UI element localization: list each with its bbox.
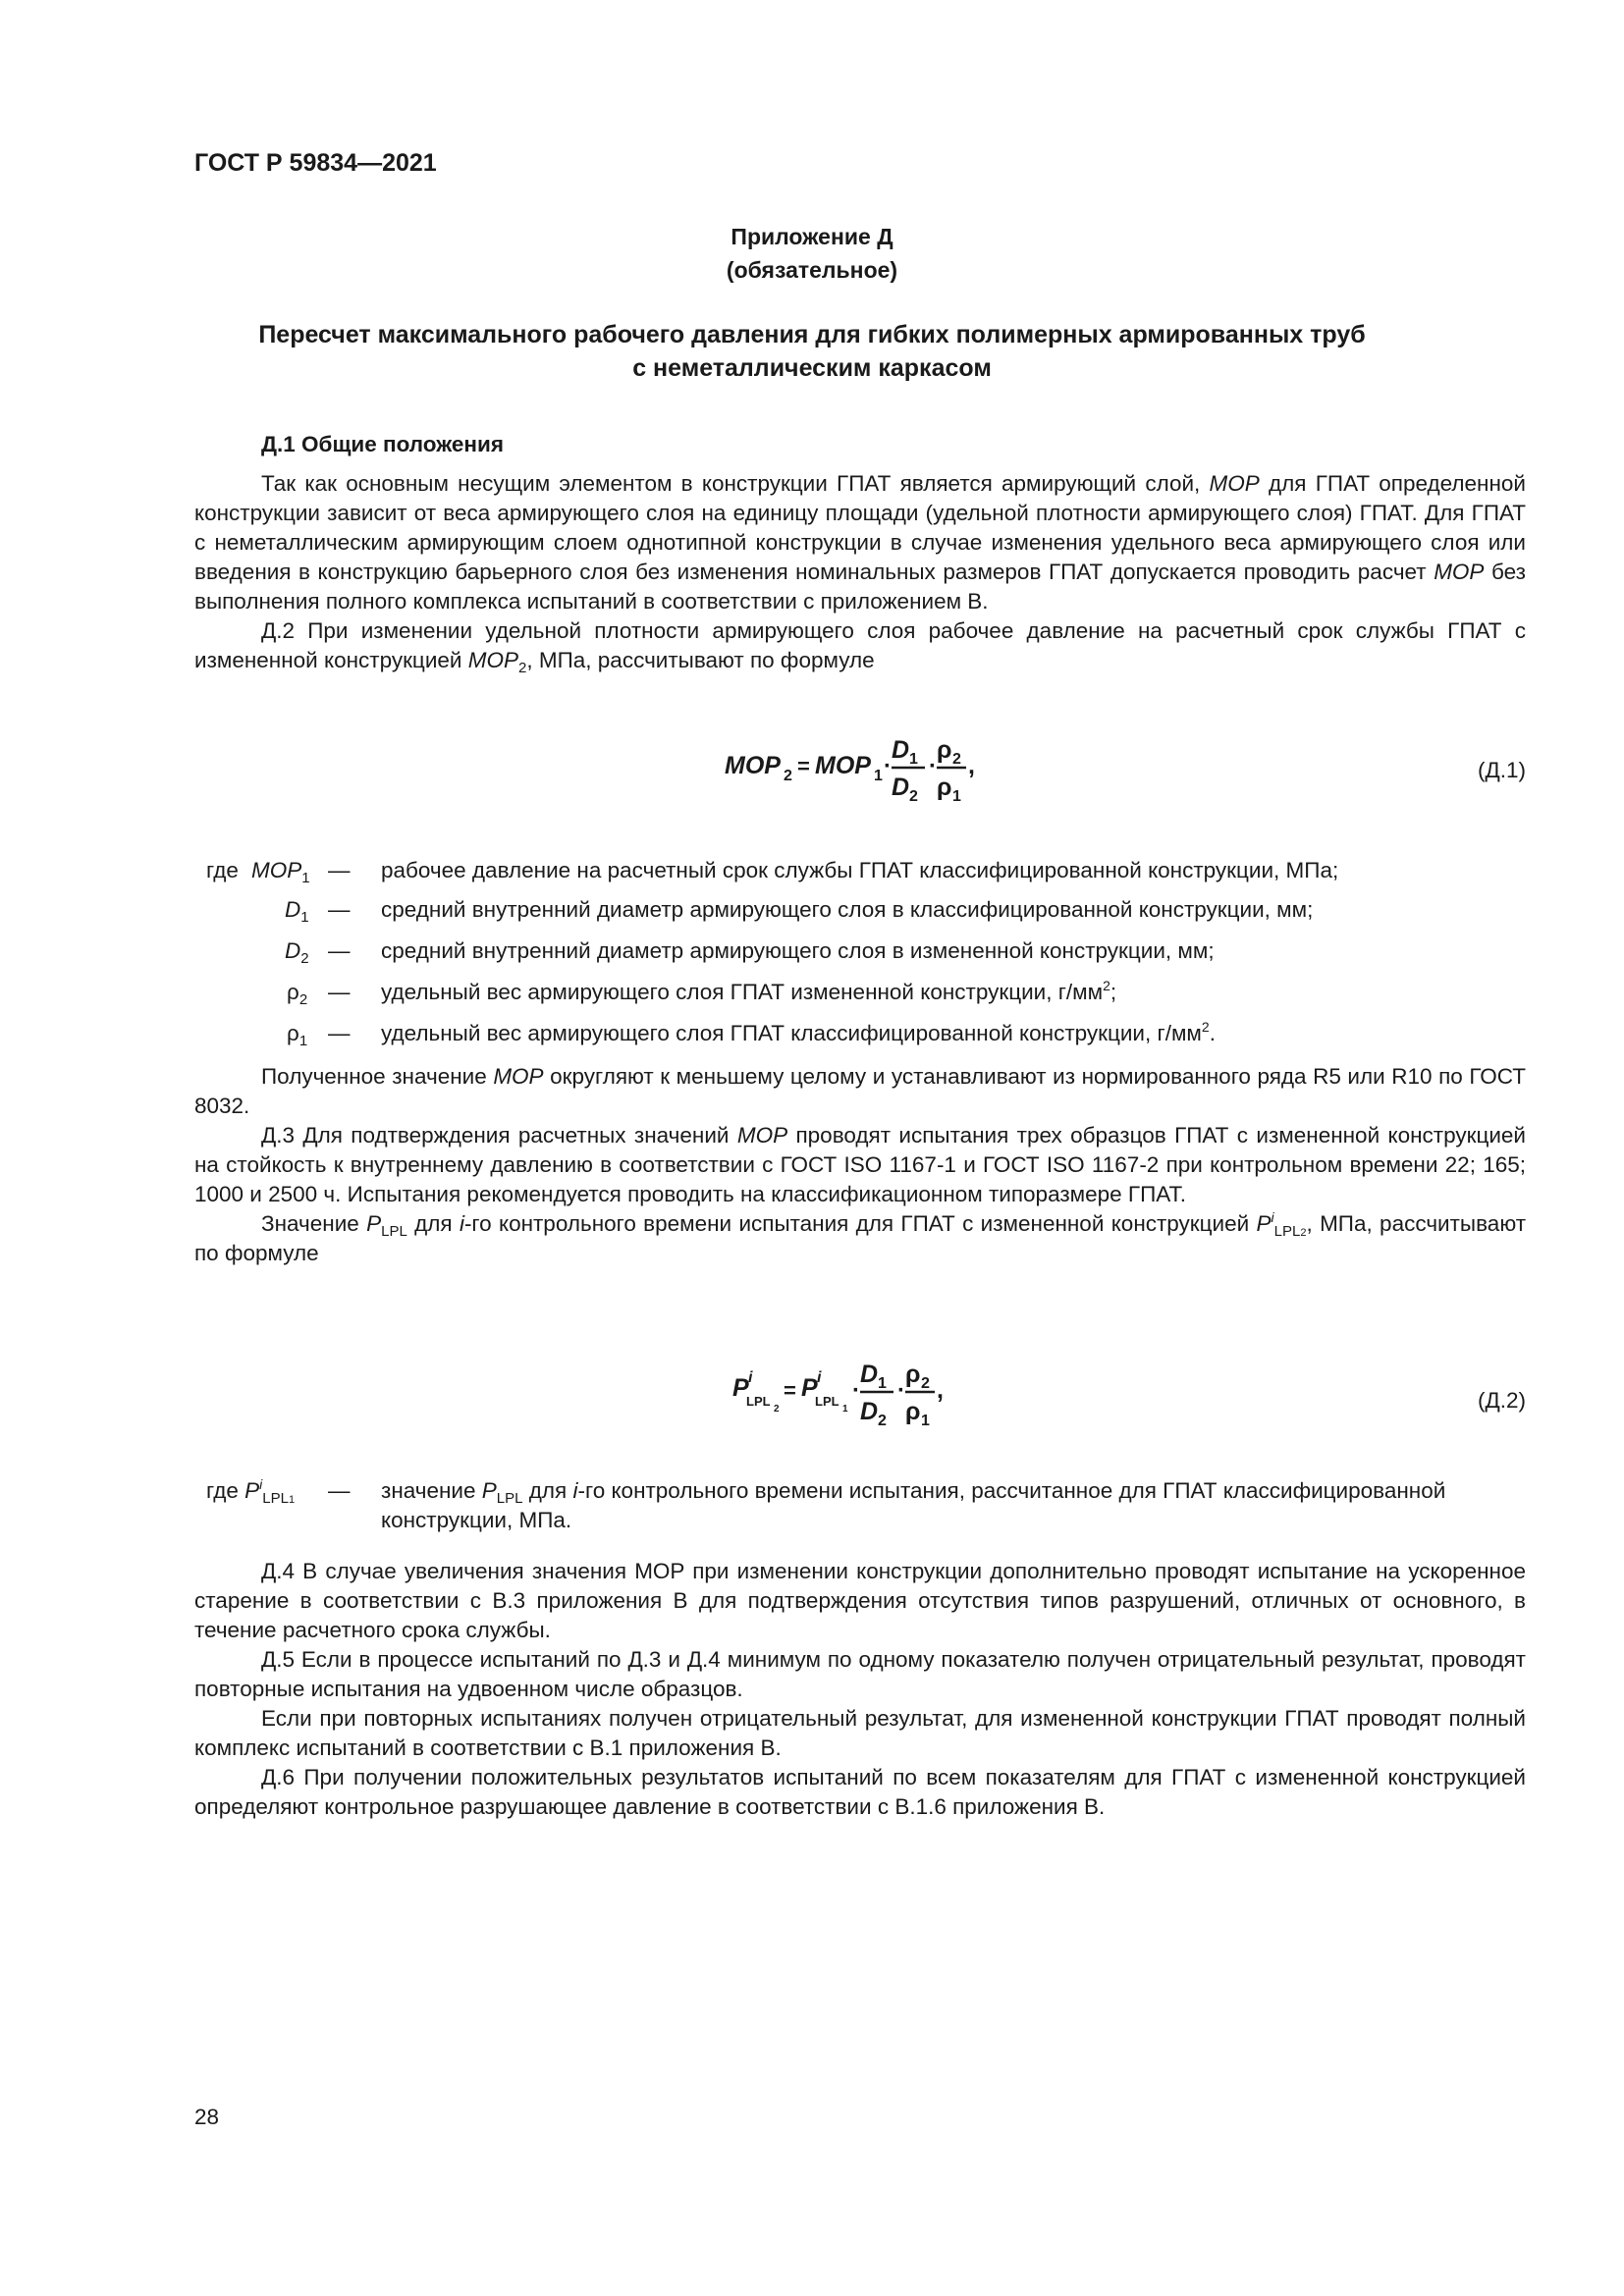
paragraph-d1: Так как основным несущим элементом в конструкции ГПАТ является армирующий слой, MOP для ГПАТ определенной конструкции зависит от веса армирующего слоя на единицу площади (удельной плотности армирующего слоя) ГПАТ. Для ГПАТ с неметаллическим армирующим слоем однотипной конструкции в случае изменения удельного веса армирующего слоя или введения в конструкцию барьерного слоя без изменения номинальных размеров ГПАТ допускается проводить расчет MOP без выполнения полного комплекса испытаний в соответствии с приложением В. — [194, 471, 1526, 614]
appendix-main-title — [196, 318, 1428, 385]
where-row: где $P^i_{LPL1}$ — [206, 1476, 296, 1507]
formula-d2-expression — [732, 1351, 1027, 1439]
paragraph-d3: Д.3 Для подтверждения расчетных значений MOP проводят испытания трех образцов ГПАТ с измененной конструкцией на стойкость к внутреннему давлению в соответствии с ГОСТ ISO 1167-1 и ГОСТ ISO 1167-2 при контрольном времени 22; 165; 1000 и 2500 ч. Испытания рекомендуется проводить на классификационном типоразмере ГПАТ. — [194, 1123, 1526, 1206]
where-row: $D_2$ — [285, 938, 309, 967]
svg-text:1: 1 — [952, 788, 961, 805]
svg-text:ρ: ρ — [905, 1398, 921, 1425]
formula-number-d2: (Д.2) — [1478, 1388, 1526, 1413]
formula-number-d1: (Д.1) — [1478, 758, 1526, 782]
svg-text:2: 2 — [878, 1413, 887, 1429]
svg-text:P: P — [732, 1374, 749, 1402]
where-row: где $MOP_1$ — [206, 858, 310, 886]
svg-text:D: D — [860, 1398, 879, 1425]
paragraph-d2: Д.2 При изменении удельной плотности армирующего слоя рабочее давление на расчетный срок службы ГПАТ с измененной конструкцией $MOP_2$, МПа, рассчитывают по формуле — [194, 618, 1526, 676]
svg-text:LPL: LPL — [815, 1394, 839, 1409]
svg-text:ρ: ρ — [937, 736, 952, 764]
svg-text:1: 1 — [921, 1413, 930, 1429]
page-number: 28 — [194, 2105, 220, 2129]
paragraphs-rounding-d3 — [194, 1062, 1526, 1268]
paragraph-rounding: Полученное значение MOP округляют к меньшему целому и устанавливают из нормированного ряда R5 или R10 по ГОСТ 8032. — [194, 1064, 1526, 1118]
svg-text:MOP: MOP — [725, 752, 781, 779]
where-row: $\rho_1$ — [287, 1021, 308, 1049]
svg-text:·: · — [884, 753, 892, 779]
svg-text:,: , — [937, 1376, 944, 1404]
paragraph-d5b: Если при повторных испытаниях получен отрицательный результат, для измененной конструкции ГПАТ проводят полный комплекс испытаний в соответствии с В.1 приложения В. — [194, 1706, 1526, 1760]
svg-text:=: = — [784, 1378, 796, 1403]
formula-d2 — [194, 1351, 1526, 1439]
svg-text:2: 2 — [921, 1375, 930, 1392]
svg-text:MOP: MOP — [815, 752, 871, 779]
formula-d1 — [194, 726, 1526, 815]
svg-text:2: 2 — [784, 768, 792, 784]
svg-text:i: i — [748, 1369, 753, 1386]
svg-text:=: = — [797, 754, 810, 778]
svg-text:·: · — [852, 1377, 860, 1404]
svg-text:D: D — [860, 1361, 879, 1388]
paragraph-plpl-intro: Значение $P_{LPL}$ для i-го контрольного времени испытания для ГПАТ с измененной конструкцией $P^i_{LPL2}$, МПа, рассчитывают по формуле — [194, 1209, 1526, 1265]
where-row: $D_1$ — [285, 897, 309, 926]
document-code-header: ГОСТ Р 59834—2021 — [194, 149, 437, 177]
svg-text:·: · — [929, 753, 937, 779]
title-line-1: Пересчет максимального рабочего давления для гибких полимерных армированных труб — [258, 321, 1366, 348]
title-line-2: с неметаллическим каркасом — [632, 354, 992, 382]
svg-text:D: D — [892, 736, 910, 764]
paragraphs-d1-d2 — [194, 469, 1526, 675]
svg-text:ρ: ρ — [937, 774, 952, 801]
appendix-title: Приложение Д — [731, 224, 893, 249]
svg-text:2: 2 — [774, 1404, 780, 1415]
formula-d1-expression — [725, 726, 1019, 815]
svg-text:2: 2 — [909, 788, 918, 805]
paragraph-d4: Д.4 В случае увеличения значения MOP при изменении конструкции дополнительно проводят испытание на ускоренное старение в соответствии с В.3 приложения В для подтверждения отсутствия типов разрушений, отличных от основного, в течение расчетного срока службы. — [194, 1559, 1526, 1642]
paragraph-d6: Д.6 При получении положительных результатов испытаний по всем показателям для ГПАТ с измененной конструкцией определяют контрольное разрушающее давление в соответствии с В.1.6 приложения В. — [194, 1765, 1526, 1819]
svg-text:2: 2 — [952, 751, 961, 768]
svg-text:P: P — [801, 1374, 818, 1402]
where-list-d1: где $MOP_1$ — рабочее давление на расчетный срок службы ГПАТ классифицированной конструкции, МПа; $D_1$ — средний внутренний диаметр армирующего слоя в классифицированной конструкции, мм; $D_2$ — средний внутренний диаметр армирующего слоя в измененной конструкции, мм; $\rho_2$ — удельный вес армирующего слоя ГПАТ измененной конструкции, $г/мм^2$; $\rho_1$ — удельный вес армирующего слоя ГПАТ классифицированной конструкции, $г/мм^2$. — [194, 856, 1526, 1052]
svg-text:1: 1 — [878, 1375, 887, 1392]
svg-text:1: 1 — [909, 751, 918, 768]
svg-text:ρ: ρ — [905, 1361, 921, 1388]
svg-text:1: 1 — [874, 768, 883, 784]
svg-text:·: · — [897, 1377, 905, 1404]
where-row: $\rho_2$ — [287, 980, 308, 1008]
svg-text:1: 1 — [842, 1404, 848, 1415]
where-list-d2: где $P^i_{LPL1}$ — значение $P_{LPL}$ для i-го контрольного времени испытания, рассчитанное для ГПАТ классифицированной конструкции, МПа. — [206, 1476, 1446, 1532]
svg-text:i: i — [817, 1369, 822, 1386]
appendix-status: (обязательное) — [726, 257, 898, 283]
section-heading-d1: Д.1 Общие положения — [261, 432, 504, 456]
svg-text:D: D — [892, 774, 910, 801]
paragraphs-d4-d6 — [194, 1557, 1526, 1822]
paragraph-d5: Д.5 Если в процессе испытаний по Д.3 и Д.4 минимум по одному показателю получен отрицательный результат, проводят повторные испытания на удвоенном числе образцов. — [194, 1647, 1526, 1701]
svg-text:,: , — [968, 752, 975, 779]
svg-text:LPL: LPL — [746, 1394, 771, 1409]
